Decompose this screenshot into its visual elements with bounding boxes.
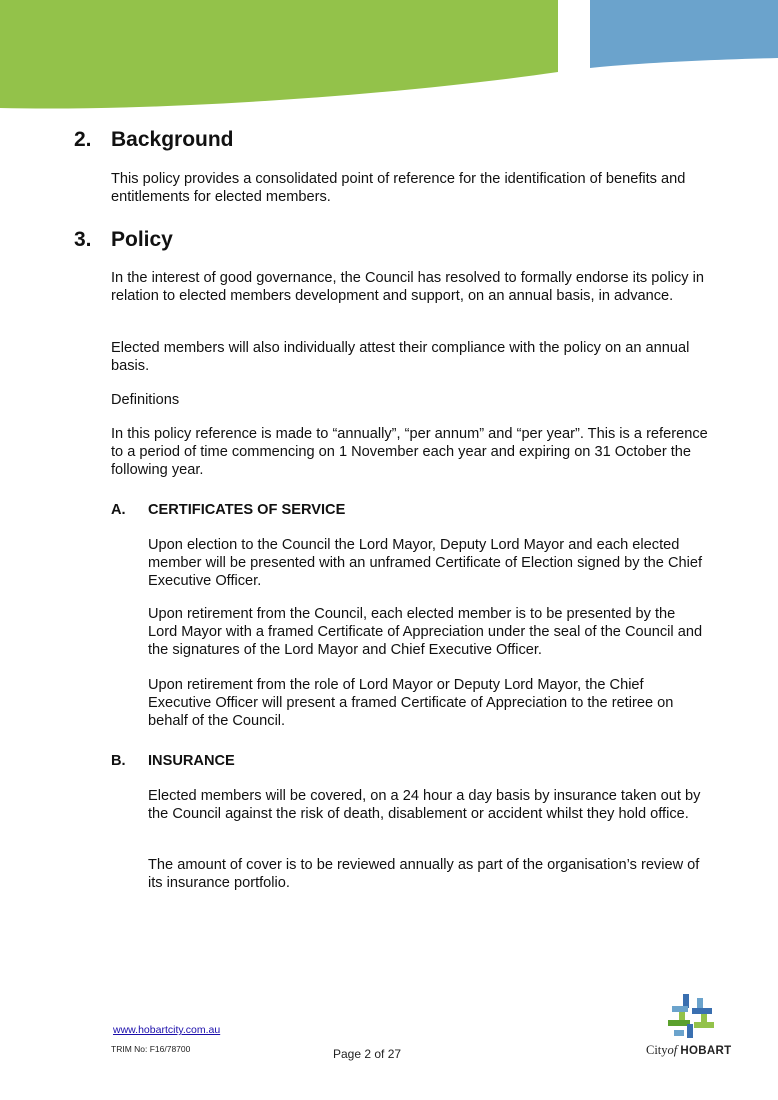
section-heading-background: [74, 128, 234, 152]
section-heading-policy: [74, 228, 173, 252]
subsection-heading-certificates: [111, 502, 345, 518]
background-paragraph: This policy provides a consolidated point of reference for the identification of benefits and entitlements for elected members.: [111, 171, 686, 205]
logo-of-text: of: [667, 1043, 678, 1057]
section-title: Background: [111, 128, 234, 151]
logo-name-text: HOBART: [680, 1045, 732, 1057]
section-title: Policy: [111, 228, 173, 251]
subsection-heading-insurance: [111, 753, 235, 769]
footer-page-number: Page 2 of 27: [333, 1047, 402, 1061]
policy-paragraph: In this policy reference is made to “annually”, “per annum” and “per year”. This is a reference to a period of time commencing on 1 November each year and expiring on 31 October the following year.: [111, 426, 708, 478]
subsection-title: CERTIFICATES OF SERVICE: [148, 502, 346, 518]
definitions-label: Definitions: [111, 392, 180, 408]
hobart-logo-mark: [668, 994, 718, 1038]
certificates-paragraph: Upon retirement from the Council, each elected member is to be presented by the Lord Mayor with a framed Certificate of Appreciation under the seal of the Council and the signatures of the Lord Mayor and Chief Executive Officer.: [148, 606, 703, 658]
policy-paragraph: Elected members will also individually attest their compliance with the policy on an annual basis.: [111, 340, 690, 374]
subsection-letter: B.: [111, 753, 126, 769]
header-banner: [0, 0, 778, 115]
section-number: 2.: [74, 128, 92, 151]
certificates-paragraph: Upon retirement from the role of Lord Mayor or Deputy Lord Mayor, the Chief Executive Officer will present a framed Certificate of Appreciation to the retiree on behalf of the Council.: [148, 677, 674, 729]
section-number: 3.: [74, 228, 92, 251]
subsection-title: INSURANCE: [148, 753, 235, 769]
insurance-paragraph: Elected members will be covered, on a 24 hour a day basis by insurance taken out by the Council against the risk of death, disablement or accident whilst they hold office.: [148, 788, 701, 822]
logo-wordmark: [646, 1043, 746, 1058]
footer-website-link[interactable]: www.hobartcity.com.au: [113, 1024, 221, 1036]
city-of-hobart-logo: [646, 994, 746, 1060]
footer-trim-number: TRIM No: F16/78700: [111, 1044, 191, 1054]
policy-paragraph: In the interest of good governance, the Council has resolved to formally endorse its policy in relation to elected members development and support, on an annual basis, in advance.: [111, 270, 704, 304]
logo-city-text: City: [646, 1043, 668, 1057]
insurance-paragraph: The amount of cover is to be reviewed annually as part of the organisation’s review of its insurance portfolio.: [148, 857, 700, 891]
header-blue-shape: [590, 0, 778, 68]
certificates-paragraph: Upon election to the Council the Lord Mayor, Deputy Lord Mayor and each elected member will be presented with an unframed Certificate of Election signed by the Chief Executive Officer.: [148, 537, 703, 589]
header-green-shape: [0, 0, 558, 109]
subsection-letter: A.: [111, 502, 126, 518]
